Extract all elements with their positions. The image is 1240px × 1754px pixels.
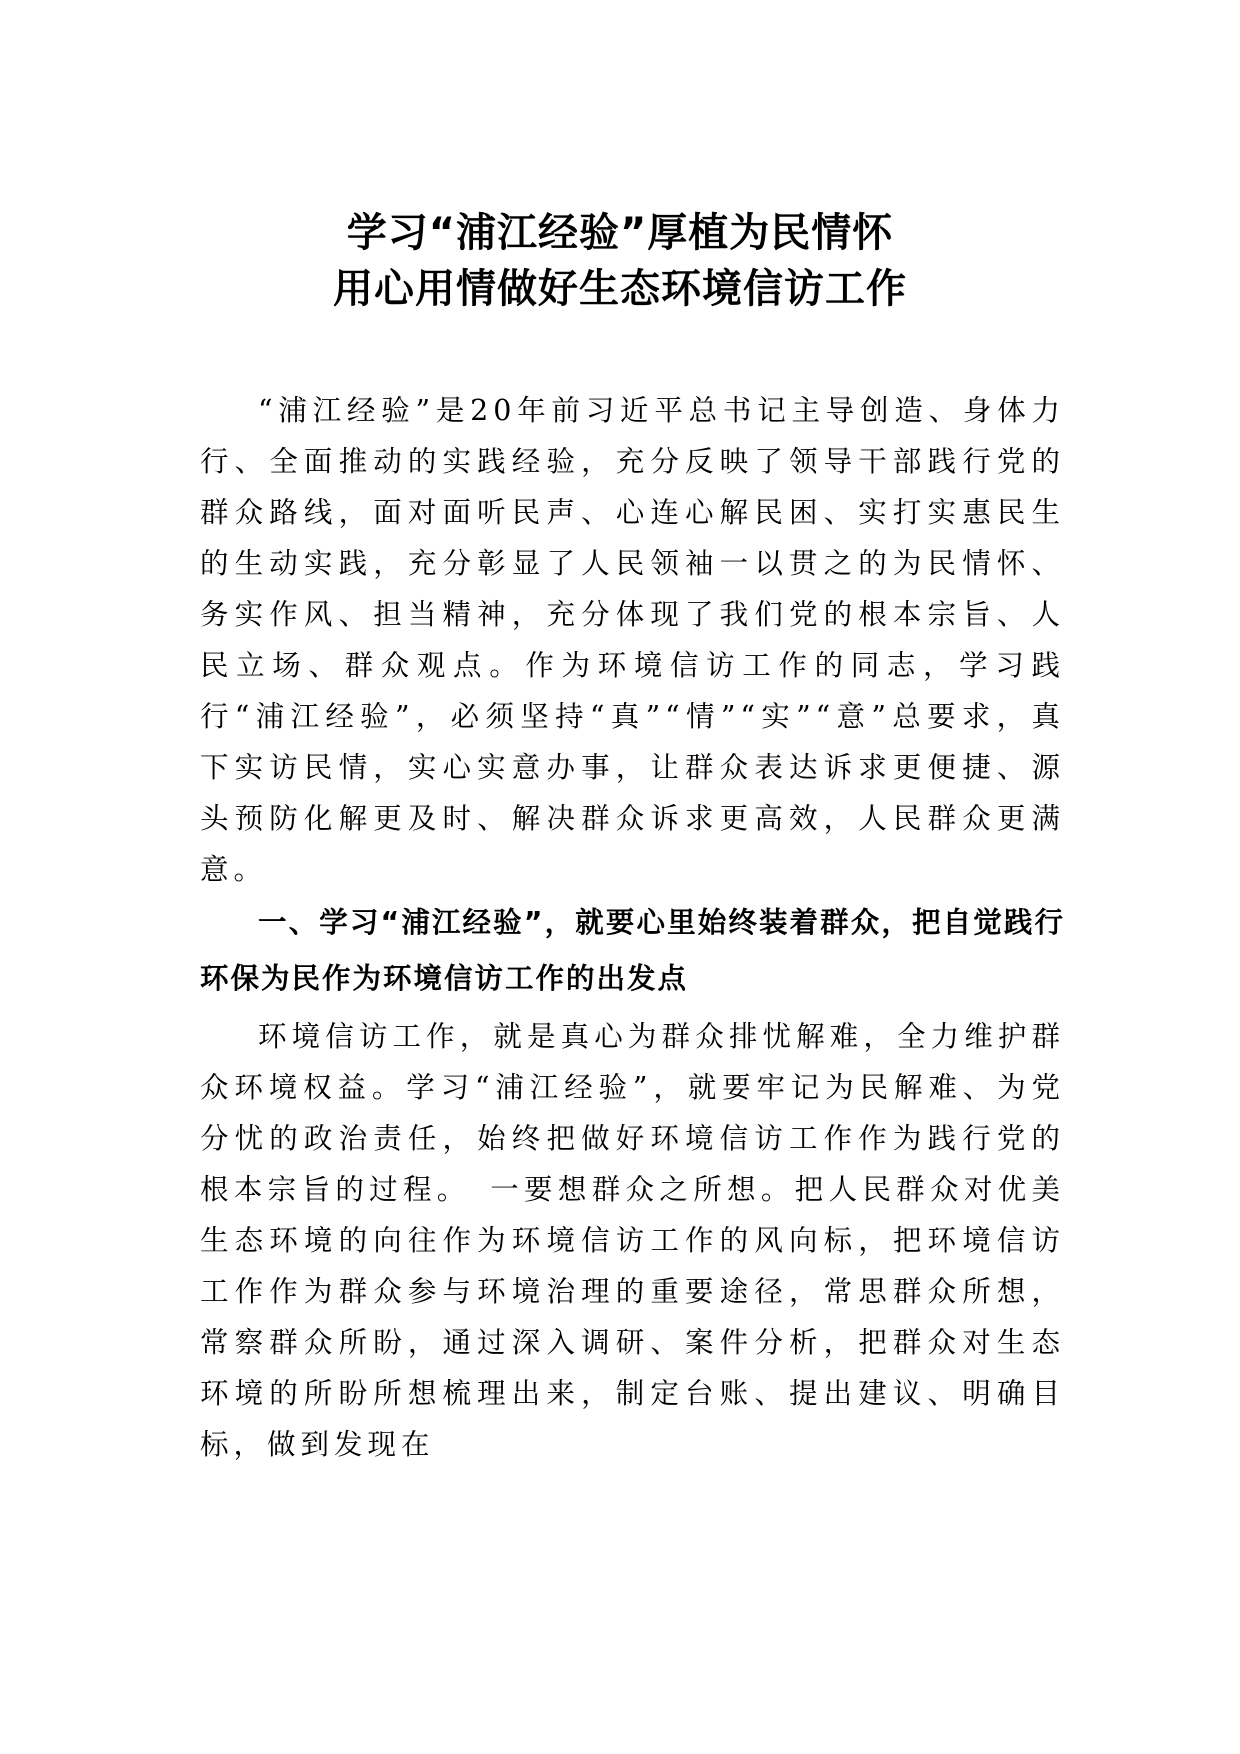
intro-paragraph: “浦江经验”是20年前习近平总书记主导创造、身体力行、全面推动的实践经验，充分反映了领导干部践行党的群众路线，面对面听民声、心连心解民困、实打实惠民生的生动实践，充分彰显了人民领袖一以贯之的为民情怀、务实作风、担当精神，充分体现了我们党的根本宗旨、人民立场、群众观点。作为环境信访工作的同志，学习践行“浦江经验”，必须坚持“真”“情”“实”“意”总要求，真下实访民情，实心实意办事，让群众表达诉求更便捷、源头预防化解更及时、解决群众诉求更高效，人民群众更满意。: [200, 394, 1065, 886]
title-line-1: 学习“浦江经验”厚植为民情怀: [346, 210, 894, 256]
section-heading: 一、学习“浦江经验”，就要心里始终装着群众，把自觉践行环保为民作为环境信访工作的出发点: [200, 906, 1065, 995]
section-paragraph: 环境信访工作，就是真心为群众排忧解难，全力维护群众环境权益。学习“浦江经验”，就要牢记为民解难、为党分忧的政治责任，始终把做好环境信访工作作为践行党的根本宗旨的过程。 一要想群众之所想。把人民群众对优美生态环境的向往作为环境信访工作的风向标，把环境信访工作作为群众参与环境治理的重要途径，常思群众所想，常察群众所盼，通过深入调研、案件分析，把群众对生态环境的所盼所想梳理出来，制定台账、提出建议、明确目标，做到发现在: [200, 1020, 1065, 1461]
title-line-2: 用心用情做好生态环境信访工作: [333, 266, 907, 312]
document-body: [200, 385, 1065, 1470]
document-title: [150, 205, 1090, 317]
